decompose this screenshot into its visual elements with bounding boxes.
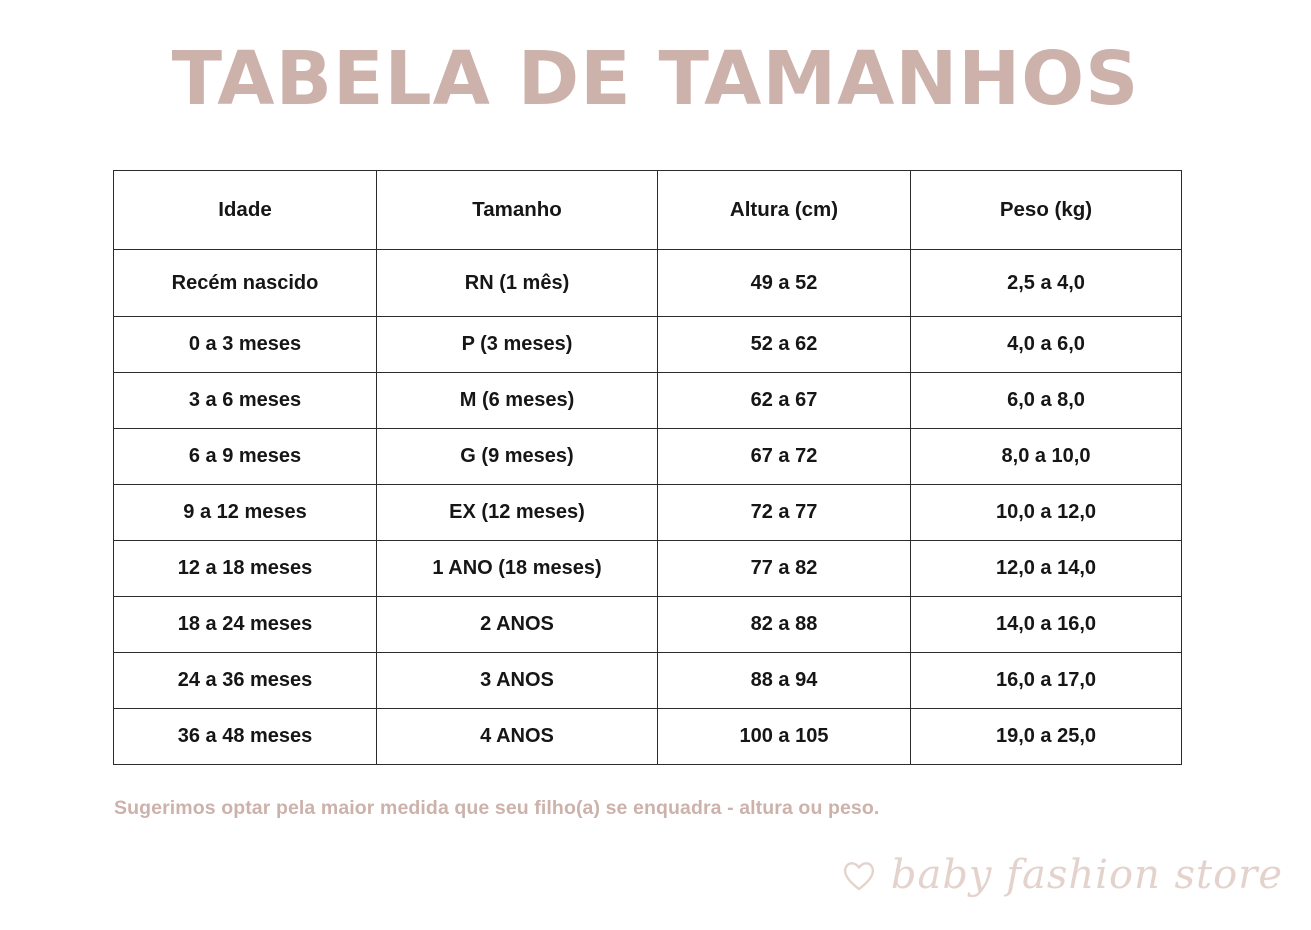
- cell-tamanho: P (3 meses): [377, 317, 658, 373]
- cell-tamanho: 4 ANOS: [377, 709, 658, 765]
- cell-idade: 18 a 24 meses: [114, 597, 377, 653]
- cell-altura: 72 a 77: [658, 485, 911, 541]
- table-body: [114, 250, 1182, 765]
- cell-idade: 9 a 12 meses: [114, 485, 377, 541]
- table-row: [114, 250, 1182, 317]
- brand-name: baby fashion store: [890, 852, 1283, 898]
- cell-tamanho: 1 ANO (18 meses): [377, 541, 658, 597]
- table-row: [114, 653, 1182, 709]
- brand-logo: [839, 852, 1283, 898]
- cell-tamanho: RN (1 mês): [377, 250, 658, 317]
- cell-peso: 19,0 a 25,0: [911, 709, 1182, 765]
- table-header: [114, 171, 1182, 250]
- page-title: TABELA DE TAMANHOS: [171, 36, 1140, 122]
- cell-tamanho: 2 ANOS: [377, 597, 658, 653]
- column-header-tamanho: Tamanho: [377, 171, 658, 250]
- table-row: [114, 429, 1182, 485]
- table-row: [114, 317, 1182, 373]
- cell-altura: 88 a 94: [658, 653, 911, 709]
- cell-altura: 100 a 105: [658, 709, 911, 765]
- table-row: [114, 485, 1182, 541]
- cell-tamanho: G (9 meses): [377, 429, 658, 485]
- cell-tamanho: 3 ANOS: [377, 653, 658, 709]
- table-row: [114, 541, 1182, 597]
- cell-idade: 0 a 3 meses: [114, 317, 377, 373]
- cell-altura: 67 a 72: [658, 429, 911, 485]
- cell-idade: Recém nascido: [114, 250, 377, 317]
- size-table: [113, 170, 1182, 765]
- cell-peso: 4,0 a 6,0: [911, 317, 1182, 373]
- table-row: [114, 597, 1182, 653]
- cell-peso: 10,0 a 12,0: [911, 485, 1182, 541]
- table-row: [114, 373, 1182, 429]
- cell-altura: 77 a 82: [658, 541, 911, 597]
- table-row: [114, 709, 1182, 765]
- cell-idade: 12 a 18 meses: [114, 541, 377, 597]
- cell-peso: 14,0 a 16,0: [911, 597, 1182, 653]
- cell-idade: 3 a 6 meses: [114, 373, 377, 429]
- heart-icon: [839, 855, 879, 895]
- cell-idade: 24 a 36 meses: [114, 653, 377, 709]
- column-header-altura: Altura (cm): [658, 171, 911, 250]
- table-header-row: [114, 171, 1182, 250]
- cell-idade: 36 a 48 meses: [114, 709, 377, 765]
- cell-altura: 49 a 52: [658, 250, 911, 317]
- cell-peso: 16,0 a 17,0: [911, 653, 1182, 709]
- cell-peso: 12,0 a 14,0: [911, 541, 1182, 597]
- cell-altura: 62 a 67: [658, 373, 911, 429]
- cell-peso: 6,0 a 8,0: [911, 373, 1182, 429]
- cell-altura: 52 a 62: [658, 317, 911, 373]
- cell-tamanho: EX (12 meses): [377, 485, 658, 541]
- size-table-container: [113, 170, 1181, 765]
- cell-idade: 6 a 9 meses: [114, 429, 377, 485]
- column-header-peso: Peso (kg): [911, 171, 1182, 250]
- footnote: Sugerimos optar pela maior medida que seu filho(a) se enquadra - altura ou peso.: [114, 797, 880, 819]
- cell-peso: 8,0 a 10,0: [911, 429, 1182, 485]
- cell-altura: 82 a 88: [658, 597, 911, 653]
- column-header-idade: Idade: [114, 171, 377, 250]
- cell-tamanho: M (6 meses): [377, 373, 658, 429]
- cell-peso: 2,5 a 4,0: [911, 250, 1182, 317]
